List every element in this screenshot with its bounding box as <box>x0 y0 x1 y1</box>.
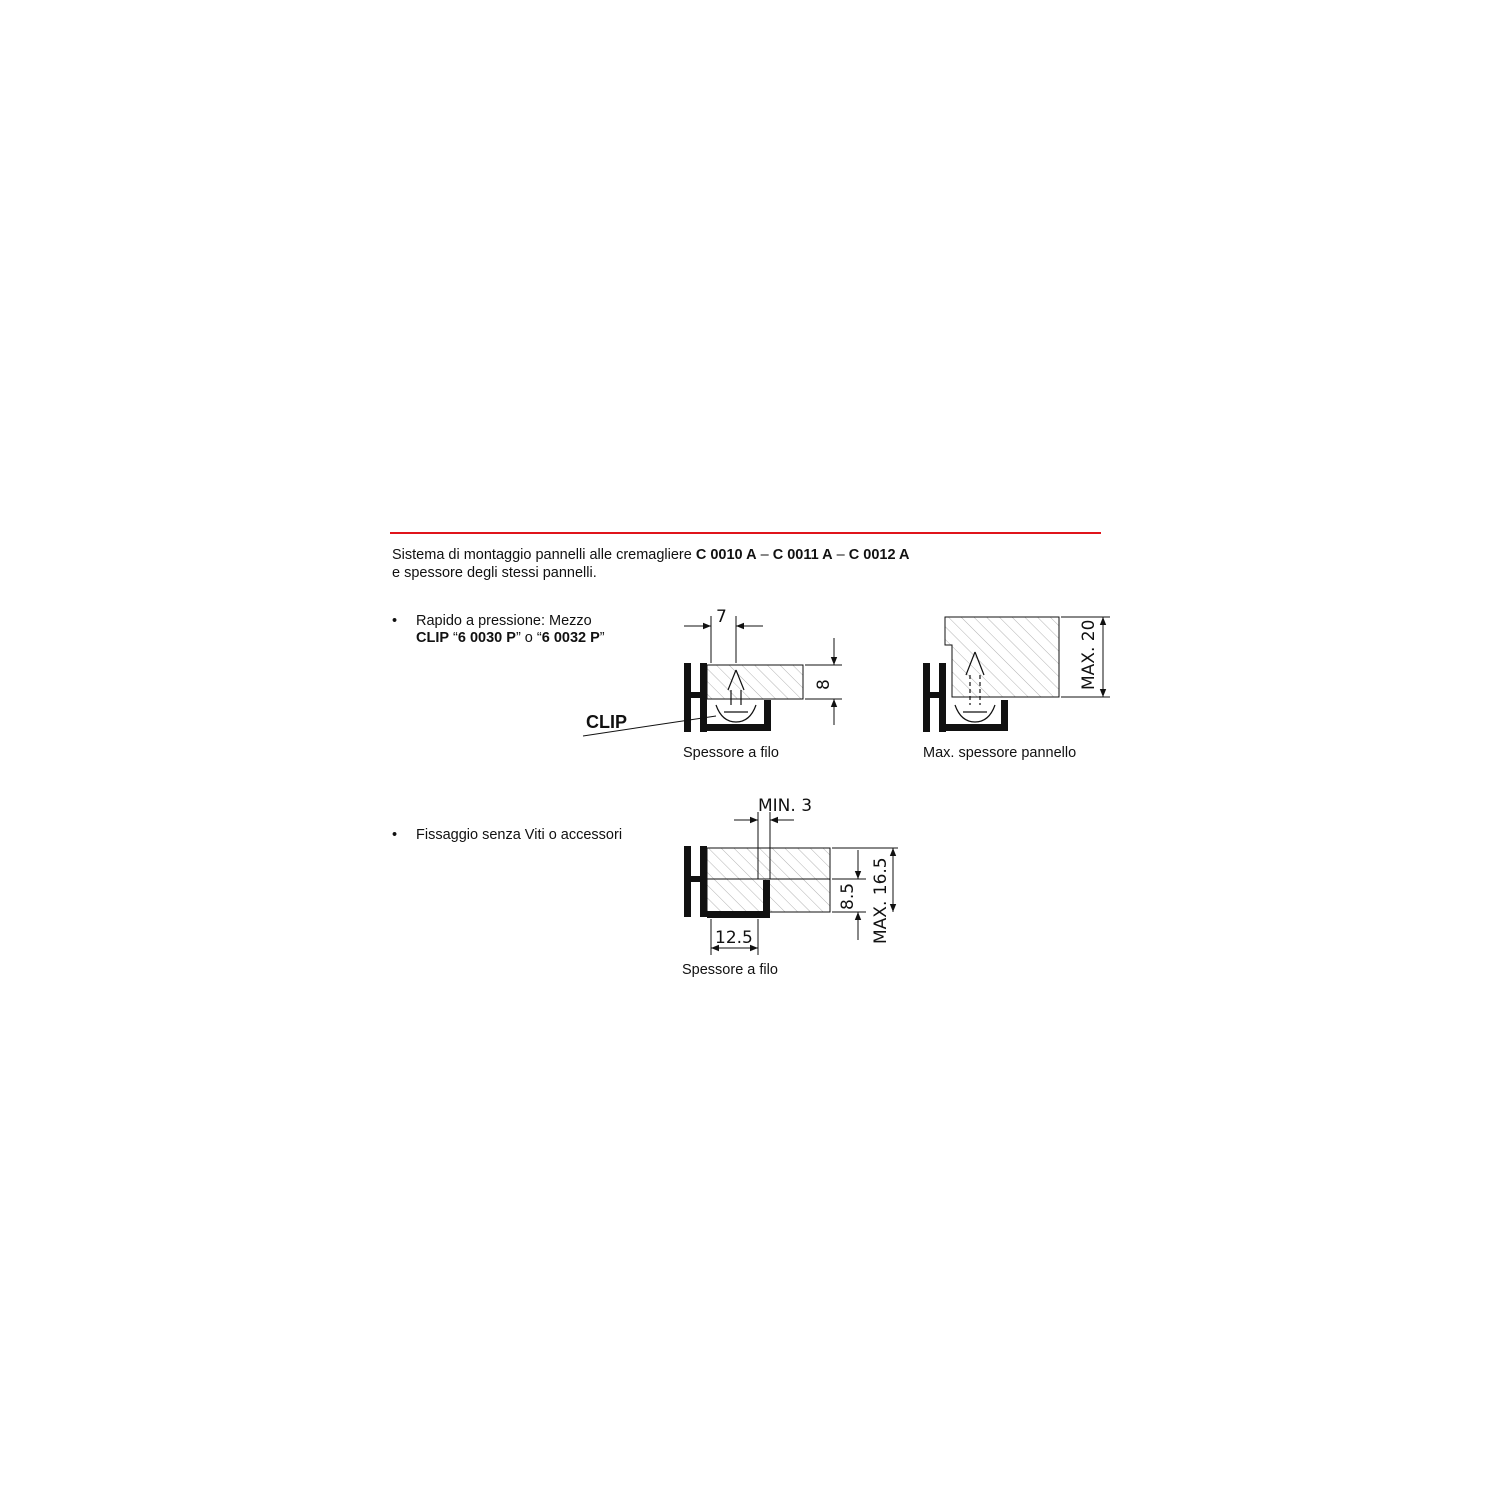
bullet-marker: • <box>392 827 398 843</box>
figure1-panel <box>707 665 803 699</box>
figure1-dim-width-label: 7 <box>716 607 727 627</box>
figure2-caption: Max. spessore pannello <box>923 745 1077 761</box>
figure1-dim-height-label: 8 <box>814 679 834 690</box>
bullet-fissaggio-text: Fissaggio senza Viti o accessori <box>416 827 623 843</box>
figure1-caption: Spessore a filo <box>683 745 779 761</box>
figure3-dim-min-label: MIN. 3 <box>758 796 813 816</box>
figure3-dim-max-label: MAX. 16.5 <box>871 857 891 944</box>
figure3-dim-width-label: 12.5 <box>715 928 753 948</box>
code-c0011a: C 0011 A <box>772 547 833 563</box>
bullet-rapido-line1: Rapido a pressione: Mezzo <box>416 613 592 629</box>
bullet-rapido-line2: CLIP “6 0030 P” o “6 0032 P” <box>416 630 605 646</box>
figure3-dim-height-label: 8.5 <box>838 882 858 910</box>
figure3-panel-upper <box>707 848 830 879</box>
intro-line-1: Sistema di montaggio pannelli alle cremagliere C 0010 A – C 0011 A – C 0012 A <box>392 547 910 563</box>
bullet-marker: • <box>392 613 398 629</box>
code-c0012a: C 0012 A <box>848 547 910 563</box>
figure1-drawing <box>583 607 842 736</box>
figure1-clip-label: CLIP <box>586 712 628 732</box>
figure3-drawing <box>684 796 898 955</box>
figure2-drawing <box>923 617 1110 732</box>
figure2-panel <box>945 617 1059 697</box>
code-c0010a: C 0010 A <box>695 547 757 563</box>
figure3-caption: Spessore a filo <box>682 962 778 978</box>
figure2-dim-max-label: MAX. 20 <box>1079 619 1099 690</box>
intro-line-2: e spessore degli stessi pannelli. <box>392 565 597 581</box>
